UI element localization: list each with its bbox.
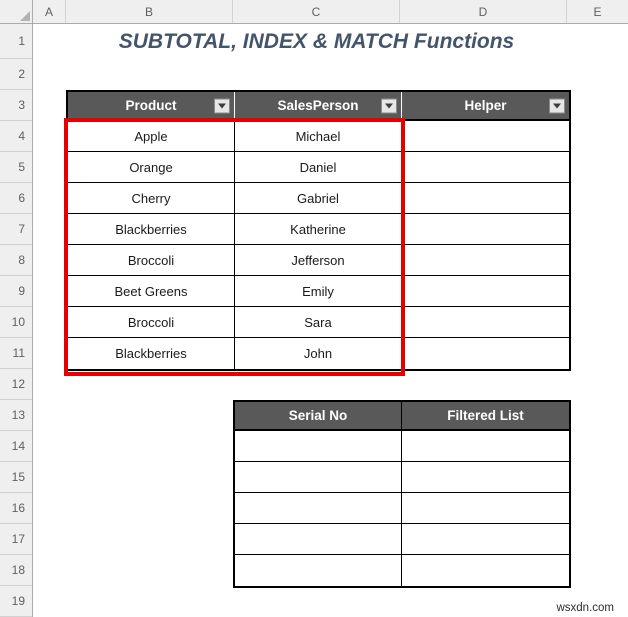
filtered-list-header-label: Filtered List — [447, 408, 524, 423]
serial-no-cell[interactable] — [235, 555, 402, 586]
salesperson-cell[interactable]: Michael — [235, 121, 402, 152]
row-header-4[interactable]: 4 — [0, 121, 32, 152]
product-cell[interactable]: Broccoli — [68, 245, 235, 276]
filtered-list-table — [233, 400, 571, 588]
helper-filter-dropdown-button[interactable] — [549, 98, 565, 113]
salesperson-cell[interactable]: Jefferson — [235, 245, 402, 276]
select-all-corner[interactable] — [0, 0, 33, 23]
products-table — [66, 90, 571, 371]
row-header-19[interactable]: 19 — [0, 586, 32, 617]
helper-cell[interactable] — [402, 152, 569, 183]
salesperson-filter-dropdown-button[interactable] — [381, 98, 397, 113]
product-cell[interactable]: Broccoli — [68, 307, 235, 338]
row-header-3[interactable]: 3 — [0, 90, 32, 121]
row-header-5[interactable]: 5 — [0, 152, 32, 183]
salesperson-cell[interactable]: Daniel — [235, 152, 402, 183]
worksheet-title: SUBTOTAL, INDEX & MATCH Functions — [118, 29, 515, 53]
row-header-15[interactable]: 15 — [0, 462, 32, 493]
filter-dropdown-icon — [385, 103, 393, 108]
table-row — [235, 462, 569, 493]
helper-cell[interactable] — [402, 245, 569, 276]
table-row — [235, 555, 569, 586]
row-header-14[interactable]: 14 — [0, 431, 32, 462]
product-cell[interactable]: Apple — [68, 121, 235, 152]
column-header-b[interactable]: B — [66, 0, 233, 23]
worksheet-title-cell[interactable] — [66, 24, 567, 59]
table-row — [235, 431, 569, 462]
table-row — [235, 524, 569, 555]
filter-dropdown-icon — [218, 103, 226, 108]
table-row — [68, 121, 569, 152]
salesperson-cell[interactable]: Katherine — [235, 214, 402, 245]
salesperson-cell[interactable]: Sara — [235, 307, 402, 338]
product-cell[interactable]: Orange — [68, 152, 235, 183]
row-header-6[interactable]: 6 — [0, 183, 32, 214]
row-header-7[interactable]: 7 — [0, 214, 32, 245]
column-header-c[interactable]: C — [233, 0, 400, 23]
product-header-label: Product — [125, 98, 177, 113]
filtered-list-cell[interactable] — [402, 493, 569, 524]
salesperson-header-cell[interactable] — [235, 92, 402, 121]
helper-cell[interactable] — [402, 276, 569, 307]
product-filter-dropdown-button[interactable] — [214, 98, 230, 113]
table-row — [68, 276, 569, 307]
row-header-17[interactable]: 17 — [0, 524, 32, 555]
product-cell[interactable]: Cherry — [68, 183, 235, 214]
table-row — [68, 338, 569, 369]
filter-dropdown-icon — [553, 103, 561, 108]
products-table-header-row — [68, 92, 569, 121]
salesperson-header-label: SalesPerson — [277, 98, 359, 113]
helper-header-label: Helper — [464, 98, 507, 113]
column-header-e[interactable]: E — [593, 4, 602, 19]
product-cell[interactable]: Beet Greens — [68, 276, 235, 307]
serial-no-cell[interactable] — [235, 493, 402, 524]
table-row — [68, 214, 569, 245]
serial-no-cell[interactable] — [235, 431, 402, 462]
row-header-12[interactable]: 12 — [0, 369, 32, 400]
serial-no-cell[interactable] — [235, 524, 402, 555]
table-row — [68, 152, 569, 183]
row-header-18[interactable]: 18 — [0, 555, 32, 586]
table-row — [235, 493, 569, 524]
filtered-list-cell[interactable] — [402, 524, 569, 555]
salesperson-cell[interactable]: John — [235, 338, 402, 369]
helper-cell[interactable] — [402, 121, 569, 152]
helper-cell[interactable] — [402, 338, 569, 369]
filtered-list-header-row — [235, 402, 569, 431]
row-header-11[interactable]: 11 — [0, 338, 32, 369]
filtered-list-cell[interactable] — [402, 431, 569, 462]
row-header-1[interactable]: 1 — [0, 24, 32, 59]
salesperson-cell[interactable]: Emily — [235, 276, 402, 307]
table-row — [68, 245, 569, 276]
column-header-a[interactable]: A — [33, 0, 66, 23]
helper-cell[interactable] — [402, 214, 569, 245]
helper-cell[interactable] — [402, 307, 569, 338]
product-cell[interactable]: Blackberries — [68, 338, 235, 369]
row-header-2[interactable]: 2 — [0, 59, 32, 90]
row-header-13[interactable]: 13 — [0, 400, 32, 431]
table-row — [68, 307, 569, 338]
table-row — [68, 183, 569, 214]
salesperson-cell[interactable]: Gabriel — [235, 183, 402, 214]
serial-no-header-label: Serial No — [288, 408, 348, 423]
watermark: wsxdn.com — [556, 602, 614, 614]
column-header-d[interactable]: D — [400, 0, 567, 23]
row-header-8[interactable]: 8 — [0, 245, 32, 276]
select-all-triangle-icon — [20, 11, 30, 21]
helper-header-cell[interactable] — [402, 92, 569, 121]
filtered-list-header-cell[interactable] — [402, 402, 569, 431]
helper-cell[interactable] — [402, 183, 569, 214]
row-header-9[interactable]: 9 — [0, 276, 32, 307]
filtered-list-cell[interactable] — [402, 555, 569, 586]
filtered-list-cell[interactable] — [402, 462, 569, 493]
row-header-16[interactable]: 16 — [0, 493, 32, 524]
serial-no-header-cell[interactable] — [235, 402, 402, 431]
serial-no-cell[interactable] — [235, 462, 402, 493]
row-header-gutter — [0, 24, 33, 617]
product-cell[interactable]: Blackberries — [68, 214, 235, 245]
cells-area — [33, 24, 628, 617]
row-header-10[interactable]: 10 — [0, 307, 32, 338]
product-header-cell[interactable] — [68, 92, 235, 121]
column-header-strip — [0, 0, 628, 24]
